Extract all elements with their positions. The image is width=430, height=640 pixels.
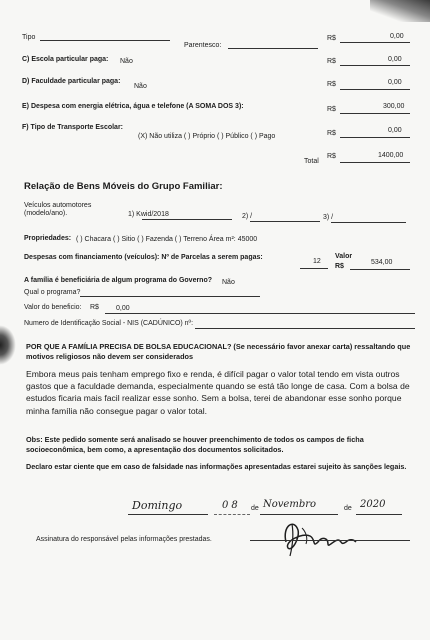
valor-beneficio-currency: R$ [90, 304, 99, 311]
energia-label: E) Despesa com energia elétrica, água e telefone (A SOMA DOS 3): [22, 103, 244, 110]
veiculo-3-line [331, 222, 406, 223]
valor-beneficio-line [105, 313, 415, 314]
propriedades-text: ( ) Chacara ( ) Sitio ( ) Fazenda ( ) Terreno Área m²: 45000 [76, 236, 258, 243]
despesas-label: Despesas com financiamento (veículos): Nº de Parcelas a serem pagas: [24, 254, 263, 261]
escola-value: 0,00 [388, 56, 402, 63]
tipo-currency: R$ [327, 35, 336, 42]
parcelas-line [300, 268, 328, 269]
tipo-value: 0,00 [390, 33, 404, 40]
veiculos-label: Veículos automotores (modelo/ano). [24, 202, 92, 217]
beneficiaria-label: A família é beneficiária de algum programa do Governo? [24, 277, 213, 284]
escola-answer: Não [120, 58, 133, 65]
energia-value: 300,00 [383, 103, 405, 110]
obs-note: Obs: Este pedido somente será analisado se houver preenchimento de todos os campos de ficha socioeconômica, bem como, a apresentação dos documentos solicitados. [26, 435, 364, 454]
tipo-label: Tipo [22, 34, 36, 41]
date-weekday: Domingo [132, 499, 183, 512]
energia-currency: R$ [327, 106, 336, 113]
declaro-note: Declaro estar ciente que em caso de falsidade nas informações apresentadas estarei sujeito às sanções legais. [26, 462, 407, 471]
parcelas-value: 12 [313, 258, 321, 265]
valor-currency: R$ [335, 263, 344, 270]
parentesco-line [228, 48, 318, 49]
escola-value-line [340, 65, 410, 66]
date-day: 08 [222, 500, 241, 511]
qual-programa-label: Qual o programa? [24, 289, 81, 296]
transporte-value-line [340, 137, 410, 138]
transporte-value: 0,00 [388, 127, 402, 134]
signature-caption: Assinatura do responsável pelas informações prestadas. [36, 536, 212, 543]
escola-label: C) Escola particular paga: [22, 56, 109, 63]
justificativa-question: POR QUE A FAMÍLIA PRECISA DE BOLSA EDUCACIONAL? (Se necessário favor anexar carta) ressaltando que motivos religiosos não devem ser considerados [26, 342, 411, 361]
binder-hole-shadow [0, 325, 16, 365]
total-value: 1400,00 [378, 152, 404, 159]
escola-currency: R$ [327, 58, 336, 65]
transporte-label: F) Tipo de Transporte Escolar: [22, 124, 124, 131]
veiculo-1-line [142, 219, 232, 220]
faculdade-answer: Não [134, 83, 147, 90]
veiculo-2: 2) / [242, 213, 253, 220]
faculdade-value: 0,00 [388, 79, 402, 86]
tipo-value-line [340, 42, 410, 43]
valor-beneficio-label: Valor do beneficio: [24, 304, 82, 311]
tipo-line [40, 40, 170, 41]
year-line [356, 514, 402, 515]
veiculo-3: 3) / [323, 214, 334, 221]
signature-line [250, 540, 410, 541]
total-label: Total [304, 158, 319, 165]
valor-value: 534,00 [371, 259, 393, 266]
valor-beneficio-value: 0,00 [116, 305, 130, 312]
date-de-2: de [344, 505, 352, 512]
nis-line [195, 328, 415, 329]
beneficiaria-answer: Não [222, 279, 235, 286]
veiculo-1: 1) Kwid/2018 [128, 211, 169, 218]
transporte-currency: R$ [327, 130, 336, 137]
transporte-options: (X) Não utiliza ( ) Próprio ( ) Público ( ) Pago [138, 133, 276, 140]
valor-label: Valor [335, 253, 353, 260]
signature-scribble [272, 512, 362, 558]
faculdade-value-line [340, 89, 410, 90]
bens-title: Relação de Bens Móveis do Grupo Familiar: [24, 181, 223, 192]
faculdade-currency: R$ [327, 81, 336, 88]
date-year: 2020 [360, 499, 386, 510]
scan-corner-shadow [370, 0, 430, 22]
faculdade-label: D) Faculdade particular paga: [22, 78, 121, 85]
date-de-1: de [251, 505, 259, 512]
justificativa-answer: Embora meus pais tenham emprego fixo e renda, é difícil pagar o valor total tendo em vista outros gastos que a faculdade demanda, especialmente quando se está tão longe de casa. Com a bolsa de estudos ficaria mais facil realizar esse sonho. Sem a bolsa, terei de abandonar esse sonho porque minha família não consegue pagar o valor total. [26, 369, 410, 416]
parentesco-label: Parentesco: [184, 42, 222, 49]
nis-label: Numero de Identificação Social - NIS (CADÚNICO) nº: [24, 320, 194, 327]
day-line [214, 514, 250, 515]
veiculo-2-line [250, 221, 320, 222]
propriedades-label: Propriedades: [24, 235, 72, 242]
weekday-line [128, 514, 208, 515]
total-value-line [340, 162, 410, 163]
qual-programa-line [80, 296, 260, 297]
date-month: Novembro [263, 499, 317, 510]
energia-value-line [340, 113, 410, 114]
valor-line [350, 269, 410, 270]
total-currency: R$ [327, 153, 336, 160]
